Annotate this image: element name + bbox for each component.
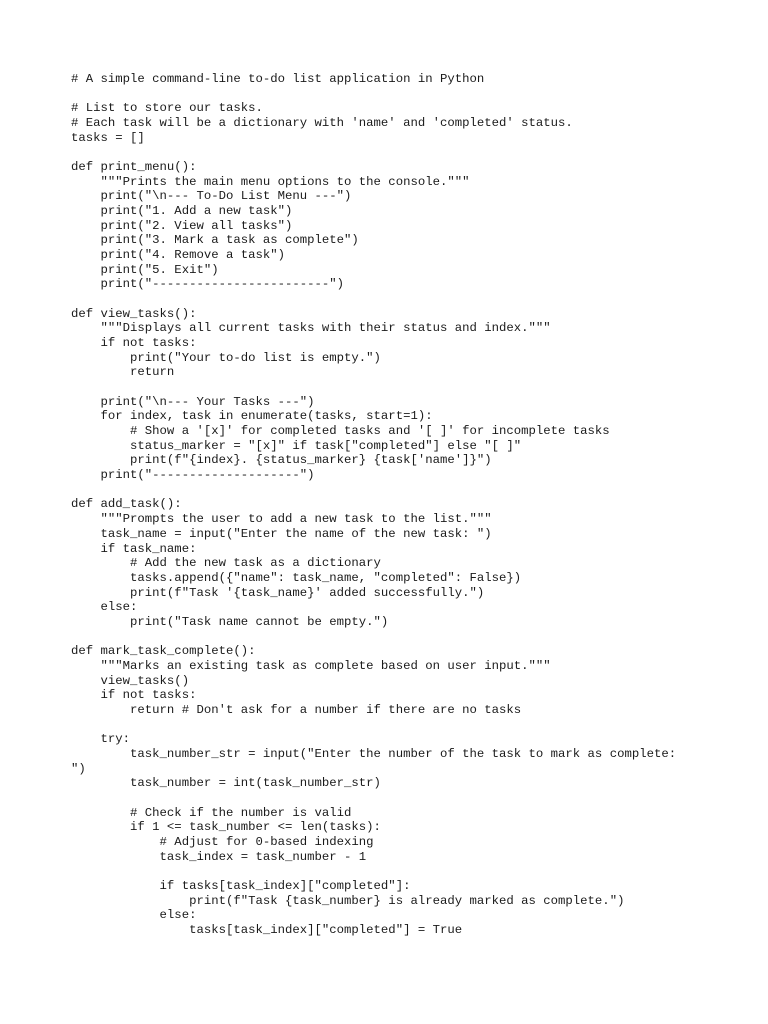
code-line: for index, task in enumerate(tasks, start=1): xyxy=(71,409,433,424)
code-line xyxy=(71,791,711,806)
code-line: task_number_str = input("Enter the number of the task to mark as complete: xyxy=(71,746,677,761)
code-listing xyxy=(71,72,711,938)
code-line: # Check if the number is valid xyxy=(71,805,352,820)
code-line: print(f"Task '{task_name}' added successfully.") xyxy=(71,585,485,600)
code-line: return # Don't ask for a number if there are no tasks xyxy=(71,702,522,717)
code-line: print("Your to-do list is empty.") xyxy=(71,350,381,365)
code-line: ") xyxy=(71,761,86,776)
code-line: print("Task name cannot be empty.") xyxy=(71,614,389,629)
code-line: print(f"{index}. {status_marker} {task['name']}") xyxy=(71,453,492,468)
code-line: print("2. View all tasks") xyxy=(71,218,293,233)
code-line: print("--------------------") xyxy=(71,468,315,483)
code-line: if not tasks: xyxy=(71,336,197,351)
code-line: # Add the new task as a dictionary xyxy=(71,556,381,571)
code-line: task_number = int(task_number_str) xyxy=(71,776,381,791)
code-line: print(f"Task {task_number} is already marked as complete.") xyxy=(71,893,625,908)
code-line xyxy=(71,718,711,733)
code-line: # Adjust for 0-based indexing xyxy=(71,834,374,849)
code-line: print("5. Exit") xyxy=(71,262,219,277)
code-line xyxy=(71,864,711,879)
code-line: """Prints the main menu options to the console.""" xyxy=(71,174,470,189)
code-line: tasks[task_index]["completed"] = True xyxy=(71,922,463,937)
code-line xyxy=(71,87,711,102)
code-line: print("3. Mark a task as complete") xyxy=(71,233,359,248)
code-line: try: xyxy=(71,732,131,747)
code-line: def print_menu(): xyxy=(71,160,197,175)
code-line: if 1 <= task_number <= len(tasks): xyxy=(71,820,381,835)
code-line xyxy=(71,380,711,395)
code-line: # Show a '[x]' for completed tasks and '[ ]' for incomplete tasks xyxy=(71,424,610,439)
code-line: def add_task(): xyxy=(71,497,182,512)
code-line: return xyxy=(71,365,175,380)
code-line: def mark_task_complete(): xyxy=(71,644,256,659)
code-line xyxy=(71,630,711,645)
code-line: print("1. Add a new task") xyxy=(71,204,293,219)
code-line: else: xyxy=(71,908,197,923)
code-line: else: xyxy=(71,600,138,615)
code-line: if task_name: xyxy=(71,541,197,556)
code-line: tasks.append({"name": task_name, "completed": False}) xyxy=(71,570,522,585)
code-line: view_tasks() xyxy=(71,673,190,688)
code-line xyxy=(71,292,711,307)
code-line: print("\n--- Your Tasks ---") xyxy=(71,394,315,409)
code-line: # Each task will be a dictionary with 'name' and 'completed' status. xyxy=(71,116,573,131)
code-line xyxy=(71,483,711,498)
code-line: """Marks an existing task as complete based on user input.""" xyxy=(71,658,551,673)
code-line: status_marker = "[x]" if task["completed"] else "[ ]" xyxy=(71,438,522,453)
code-line: if not tasks: xyxy=(71,688,197,703)
code-line: print("\n--- To-Do List Menu ---") xyxy=(71,189,352,204)
code-line: print("------------------------") xyxy=(71,277,345,292)
code-line: # A simple command-line to-do list application in Python xyxy=(71,72,485,86)
code-line: def view_tasks(): xyxy=(71,306,197,321)
code-line: task_index = task_number - 1 xyxy=(71,849,367,864)
code-line: task_name = input("Enter the name of the new task: ") xyxy=(71,526,492,541)
code-line: # List to store our tasks. xyxy=(71,101,263,116)
code-line: tasks = [] xyxy=(71,130,145,145)
code-line: print("4. Remove a task") xyxy=(71,248,286,263)
code-line: """Prompts the user to add a new task to the list.""" xyxy=(71,512,492,527)
code-line xyxy=(71,145,711,160)
code-line: """Displays all current tasks with their status and index.""" xyxy=(71,321,551,336)
code-line: if tasks[task_index]["completed"]: xyxy=(71,878,411,893)
